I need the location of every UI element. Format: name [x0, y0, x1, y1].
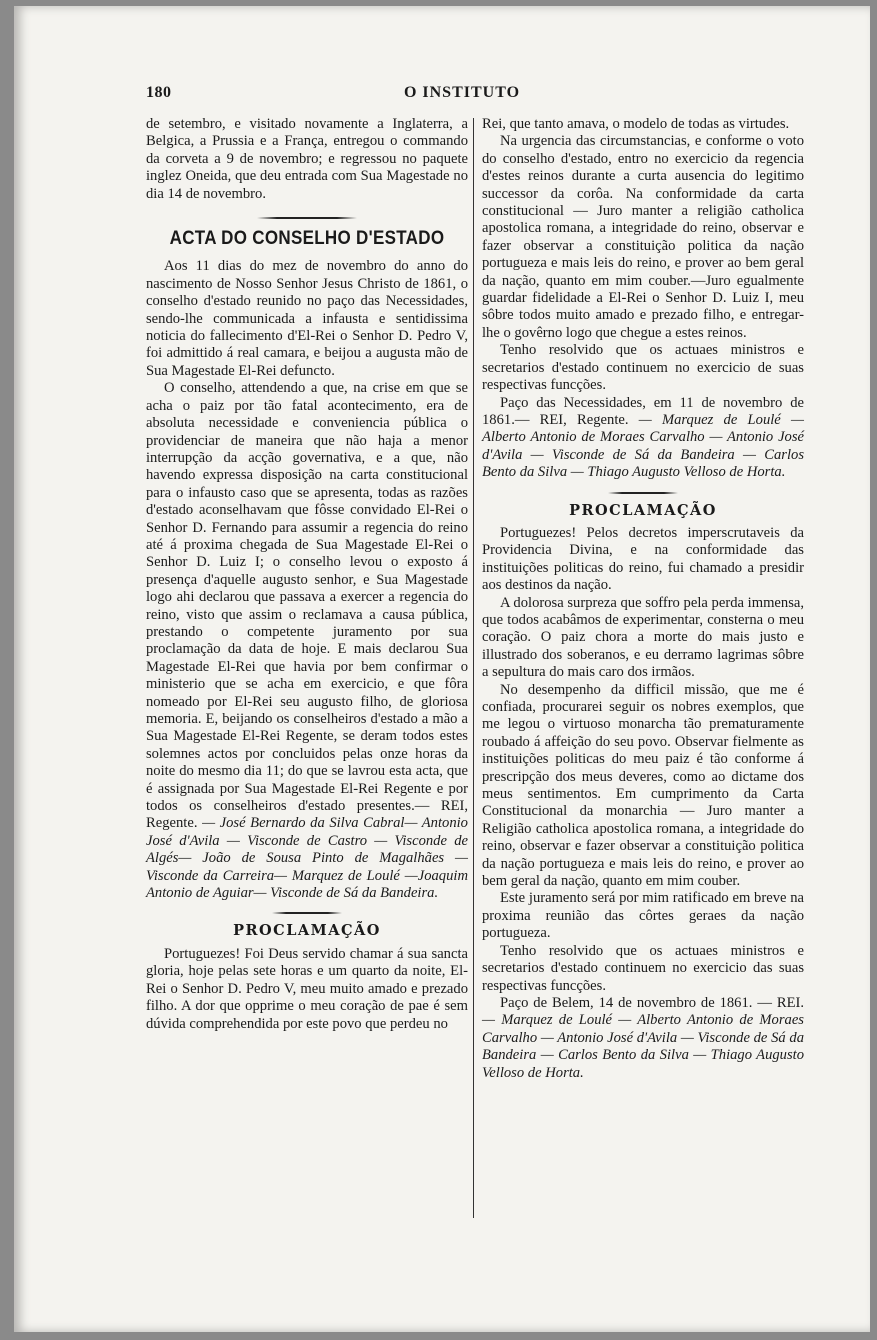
acta-paragraph-1: Aos 11 dias do mez de novembro do anno do nascimento de Nosso Senhor Jesus Christo de 1861, o conselho d'estado reunido no paço das Necessidades, sendo-lhe communicada a infausta e sentidissima noticia do fallecimento d'El-Rei o Senhor D. Pedro V, foi admittido á real camara, e beijou a augusta mão de Sua Magestade El-Rei defuncto. — [146, 258, 468, 379]
proclamation-2-paragraph-2: A dolorosa surpreza que soffro pela perda immensa, que todos acabâmos de experimentar, consterna o meu coração. O paiz chora a morte do mais justo e illustrado dos soberanos, e eu derramo lagrimas sôbre a sepultura do mais caro dos irmãos. — [482, 594, 804, 681]
section-separator — [272, 912, 342, 914]
running-title: O INSTITUTO — [403, 84, 521, 101]
proclamation-title-1: PROCLAMAÇÃO — [233, 922, 381, 940]
proclamation-2-signatures: — Marquez de Loulé — Alberto Antonio de Moraes Carvalho — Antonio José d'Avila — Visconde de Sá da Bandeira — Carlos Bento da Silva — Thiago Augusto Velloso de Horta. — [482, 1012, 804, 1081]
intro-paragraph: de setembro, e visitado novamente a Inglaterra, a Belgica, a Prussia e a França, entregou o commando da corveta a 9 de novembro; e regressou no paquete inglez Oneida, que deu entrada com Sua Magestade no dia 14 de novembro. — [146, 116, 468, 202]
proclamation-2-closing-text: Paço de Belem, 14 de novembro de 1861. — REI. — [500, 994, 804, 1011]
document-page — [14, 6, 870, 1332]
page-number: 180 — [146, 84, 172, 101]
section-separator — [608, 492, 678, 494]
proclamation-1-paragraph-3: Tenho resolvido que os actuaes ministros e secretarios d'estado continuem no exercicio de suas respectivas funcções. — [482, 342, 804, 394]
proclamation-1-continuation: Rei, que tanto amava, o modelo de todas as virtudes. — [482, 116, 790, 132]
proclamation-1-paragraph-1: Portuguezes! Foi Deus servido chamar á sua sancta gloria, hoje pelas sete horas e um quarto da noite, El-Rei o Senhor D. Pedro V, meu muito amado e prezado filho. A dor que opprime o meu coração de pae é sem dúvida comprehendida por este povo que perdeu no — [146, 945, 468, 1032]
section-separator — [257, 217, 357, 219]
proclamation-2-paragraph-3: No desempenho da difficil missão, que me é confiada, procurarei seguir os nobres exemplos, que me legou o virtuoso monarcha tão prematuramente roubado á affeição do seu povo. Observar fielmente as instituições politicas do meu paiz é tão conforme á prescripção dos meus deveres, como ao dictame dos meus sentimentos. Em cumprimento da Carta Constitucional da monarchia — Juro manter a Religião catholica apostolica romana, a integridade do reino, observar e fazer observar a constituição politica da nação portugueza e mais leis do reino, e prover ao bem geral da nação, quanto em mim couber. — [482, 681, 804, 890]
proclamation-2-paragraph-4: Este juramento será por mim ratificado em breve na proxima reunião das côrtes geraes da nação portugueza. — [482, 890, 804, 942]
proclamation-1-closing — [482, 395, 804, 482]
proclamation-title-2: PROCLAMAÇÃO — [569, 501, 717, 519]
left-column — [146, 116, 468, 1033]
acta-signatures: — José Bernardo da Silva Cabral— Antonio José d'Avila — Visconde de Castro — Visconde de Algés— João de Sousa Pinto de Magalhães — Visconde da Carreira— Marquez de Loulé —Joaquim Antonio de Aguiar— Visconde de Sá da Bandeira. — [146, 815, 468, 902]
proclamation-2-paragraph-1: Portuguezes! Pelos decretos imperscrutaveis da Providencia Divina, e na conformidade das instituições politicas do reino, fui chamado a presidir aos destinos da nação. — [482, 524, 804, 594]
acta-paragraph-2-text: O conselho, attendendo a que, na crise em que se acha o paiz por tão fatal acontecimento, era de absoluta necessidade e conveniencia pública o providenciar de maneira que não haja a menor interrupção da acção governativa, e a que, não havendo expressa disposição na carta constitucional para o infausto caso que se apresenta, todas as razões d'estado aconselhavam que fôsse convidado El-Rei o Senhor D. Fernando para assumir a regencia do reino até á proxima chegada de Sua Magestade El-Rei o Senhor D. Luiz I; o conselho levou o exposto á presença d'aquelle augusto senhor, e Sua Magestade logo ahi declarou que passava a exercer a regencia do reino, visto que assim o reclamava a causa pública, prestando o competente juramento por sua proclamação da data de hoje. E mais declarou Sua Magestade El-Rei que havia por bem confirmar o ministerio que se acha em exercicio, e que fôra nomeado por El-Rei seu augusto filho, de gloriosa memoria. E, beijando os conselheiros d'estado a mão a Sua Magestade El-Rei Regente, se deram todos estes solemnes actos por concluidos pelas onze horas da noite do mesmo dia 11; do que se lavrou esta acta, que é assignada por Sua Magestade El-Rei Regente e por todos os conselheiros d'estado presentes.— REI, Regente. — [146, 380, 468, 832]
proclamation-2-paragraph-5: Tenho resolvido que os actuaes ministros e secretarios d'estado continuem no exercicio das suas respectivas funcções. — [482, 942, 804, 994]
proclamation-2-closing — [482, 995, 804, 1082]
right-column — [482, 116, 804, 1082]
proclamation-1-paragraph-2: Na urgencia das circumstancias, e conforme o voto do conselho d'estado, entro no exercicio da regencia d'estes reinos durante a curta ausencia do legitimo successor da corôa. Na conformidade da carta constitucional — Juro manter a religião catholica apostolica romana, a integridade do reino, observar e fazer observar a constituição politica da nação portugueza e mais leis do reino, e prover ao bem geral da nação, quanto em mim couber.—Juro egualmente guardar fidelidade a El-Rei o Senhor D. Luiz I, meu sôbre todos muito amado e prezado filho, e entregar-lhe o govêrno logo que chegue a estes reinos. — [482, 133, 804, 341]
proclamation-1-signatures: — Marquez de Loulé — Alberto Antonio de Moraes Carvalho — Antonio José d'Avila — Visconde de Sá da Bandeira — Carlos Bento da Silva — Thiago Augusto Velloso de Horta. — [482, 411, 804, 481]
proclamation-1-closing-text: Paço das Necessidades, em 11 de novembro de 1861.— REI, Regente. — [482, 394, 804, 428]
acta-paragraph-2 — [146, 380, 468, 902]
section-title-acta: ACTA DO CONSELHO D'ESTADO — [169, 226, 445, 249]
column-divider — [473, 118, 474, 1218]
